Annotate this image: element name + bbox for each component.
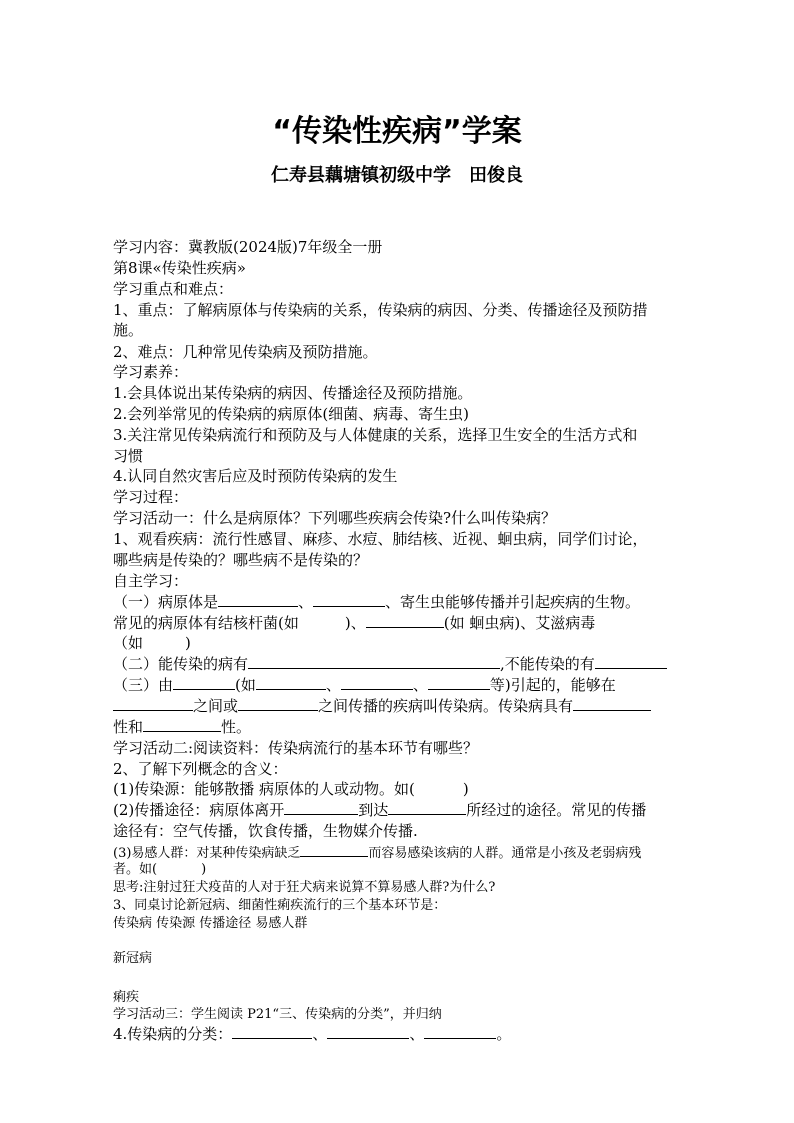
fill-in-line [113, 717, 251, 737]
lesson-title-line: 第8课«传染性疾病» [113, 259, 246, 277]
line-text: （如 [113, 634, 144, 652]
difficulty-line: 2、难点：几种常见传染病及预防措施。 [113, 343, 378, 361]
line-text: 之间或 [193, 697, 239, 715]
key-point-line: 1、重点：了解病原体与传染病的关系，传染病的病因、分类、传播途径及预防措 [113, 301, 648, 319]
discussion-prompt: 3、同桌讨论新冠病、细菌性痢疾流行的三个基本环节是： [113, 898, 447, 913]
answer-blank[interactable] [218, 592, 298, 607]
table-row-label: 新冠病 [113, 951, 153, 966]
line-text: （三）由 [113, 676, 174, 694]
study-content-line: 学习内容：冀教版(2024版)7年级全一册 [113, 238, 383, 256]
literacy-item: 2.会列举常见的传染病的病原体(细菌、病毒、寄生虫) [113, 405, 470, 423]
literacy-item: 3.关注常见传染病流行和预防及与人体健康的关系，选择卫生安全的生活方式和 [113, 426, 638, 444]
line-text: )、 [344, 614, 366, 632]
question-line-cont: 哪些病是传染的？哪些病不是传染的？ [113, 551, 369, 569]
line-text: ,不能传染的有 [500, 655, 595, 673]
line-text: 。 [496, 1025, 512, 1043]
line-text: (2)传播途径：病原体离开 [113, 801, 285, 819]
thinking-question: 思考:注射过狂犬疫苗的人对于狂犬病来说算不算易感人群?为什么? [113, 880, 496, 895]
self-study-heading: 自主学习： [113, 572, 189, 590]
fill-in-line [113, 613, 595, 633]
concept-line [113, 800, 646, 820]
fill-in-line [113, 633, 191, 653]
line-text: （二）能传染的病有 [113, 655, 249, 673]
line-text: 性。 [221, 718, 252, 736]
concept-line [113, 779, 469, 799]
section-heading: 学习过程： [113, 488, 189, 506]
concept-line-cont [113, 860, 206, 880]
answer-blank[interactable] [284, 800, 358, 815]
answer-blank[interactable] [143, 717, 221, 732]
section-heading: 学习重点和难点： [113, 280, 234, 298]
line-text: 4.传染病的分类： [113, 1025, 233, 1043]
page-title: “传染性疾病”学案 [272, 114, 522, 149]
answer-blank[interactable] [256, 675, 326, 690]
fill-in-line [113, 654, 667, 674]
line-text: (如 [235, 676, 256, 694]
line-text: 到达 [358, 801, 389, 819]
line-text: 、 [412, 676, 428, 694]
key-point-line-cont: 施。 [113, 321, 144, 339]
answer-blank[interactable] [248, 654, 500, 669]
line-text: 性和 [113, 718, 144, 736]
answer-blank[interactable] [327, 1024, 409, 1039]
line-text: 者。如( [113, 862, 158, 877]
answer-blank[interactable] [388, 800, 466, 815]
line-text: 等)引起的，能够在 [489, 676, 616, 694]
literacy-item: 4.认同自然灾害后应及时预防传染病的发生 [113, 467, 398, 485]
classification-line [113, 1024, 511, 1044]
concept-heading: 2、了解下列概念的含义： [113, 760, 288, 778]
activity-heading: 学习活动一：什么是病原体？下列哪些疾病会传染?什么叫传染病？ [113, 509, 557, 527]
line-text: (如 蛔虫病)、艾滋病毒 [443, 614, 596, 632]
line-text: ) [185, 634, 191, 652]
line-text: （一）病原体是 [113, 593, 219, 611]
answer-blank[interactable] [232, 1024, 312, 1039]
line-text: 、 [409, 1025, 425, 1043]
activity-heading: 学习活动三：学生阅读 P21“三、传染病的分类”，并归纳 [113, 1007, 442, 1022]
answer-blank[interactable] [238, 696, 318, 711]
table-row-label: 痢疾 [113, 990, 140, 1005]
line-text: 、 [325, 676, 341, 694]
answer-blank[interactable] [595, 654, 667, 669]
answer-blank[interactable] [366, 613, 444, 628]
line-text: 而容易感染该病的人群。通常是小孩及老弱病残 [368, 846, 642, 861]
line-text: (1)传染源：能够散播 病原体的人或动物。如( [113, 780, 415, 798]
page-subtitle: 仁寿县藕塘镇初级中学 田俊良 [271, 165, 523, 186]
line-text: (3)易感人群：对某种传染病缺乏 [113, 846, 301, 861]
answer-blank[interactable] [424, 1024, 496, 1039]
fill-in-line [113, 675, 616, 695]
answer-blank[interactable] [428, 675, 490, 690]
fill-in-line [113, 592, 640, 612]
answer-blank[interactable] [313, 592, 385, 607]
answer-blank[interactable] [113, 696, 193, 711]
line-text: 、 [312, 1025, 328, 1043]
line-text: 之间传播的疾病叫传染病。传染病具有 [318, 697, 574, 715]
line-text: 常见的病原体有结核杆菌(如 [113, 614, 299, 632]
line-text: ) [201, 862, 207, 877]
fill-in-line [113, 696, 651, 716]
concept-line-cont: 途径有：空气传播，饮食传播，生物媒介传播. [113, 822, 418, 840]
answer-blank[interactable] [300, 842, 368, 857]
line-text: 所经过的途径。常见的传播 [466, 801, 647, 819]
answer-blank[interactable] [173, 675, 235, 690]
activity-heading: 学习活动二:阅读资料：传染病流行的基本环节有哪些？ [113, 739, 479, 757]
answer-blank[interactable] [341, 675, 413, 690]
section-heading: 学习素养： [113, 363, 189, 381]
question-line: 1、观看疾病：流行性感冒、麻疹、水痘、肺结核、近视、蛔虫病，同学们讨论， [113, 530, 648, 548]
literacy-item-cont: 习惯 [113, 447, 144, 465]
answer-blank[interactable] [573, 696, 651, 711]
line-text: 、寄生虫能够传播并引起疾病的生物。 [385, 593, 641, 611]
literacy-item: 1.会具体说出某传染病的病因、传播途径及预防措施。 [113, 384, 473, 402]
table-header-row: 传染病 传染源 传播途径 易感人群 [113, 916, 308, 931]
line-text: ) [462, 780, 469, 798]
line-text: 、 [298, 593, 314, 611]
